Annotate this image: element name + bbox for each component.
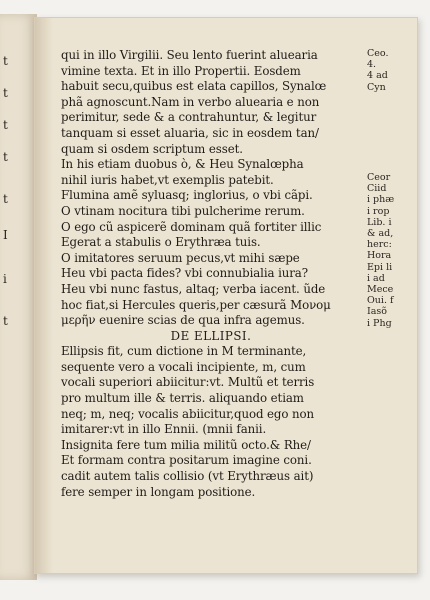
text-line: tanquam si esset aluaria, sic in eosdem tan/ [61,125,319,140]
left-page-mark: I [3,228,8,242]
book-page [34,17,418,574]
margin-note-line: Cyn [367,81,386,93]
margin-note-line: Mece [367,284,394,296]
margin-note-line: Hora [367,250,392,262]
text-line: fere semper in longam positione. [61,484,256,499]
text-line: Flumina amẽ syluasq; inglorius, o vbi cãpi. [61,188,313,203]
text-line: Heu vbi nunc fastus, altaq; verba iacent. ũde [61,281,326,296]
margin-note-line: i ad [367,272,385,284]
text-line: O imitatores seruum pecus,vt mihi sæpe [61,250,300,265]
text-line: imitarer:vt in illo Ennii. (mnii fanii. [61,422,267,437]
left-page-mark: t [3,314,8,328]
text-line: In his etiam duobus ò, & Heu Synalœpha [61,157,304,172]
text-line: vimine texta. Et in illo Propertii. Eosdem [61,63,301,78]
text-line: phã agnoscunt.Nam in verbo aluearia e non [61,94,320,109]
text-line: O vtinam nocitura tibi pulcherime rerum. [61,203,305,218]
text-line: Heu vbi pacta fides? vbi connubialia iura? [61,266,308,281]
margin-note-line: 4. [367,59,377,71]
left-page-mark: t [3,150,8,164]
text-line: nihil iuris habet,vt exemplis patebit. [61,172,274,187]
text-line: perimitur, sede & a contrahuntur, & legitur [61,110,317,125]
margin-note-line: Oui. f [367,295,394,307]
left-page-mark: i [3,272,7,286]
left-page-mark: t [3,192,8,206]
margin-note-line: herc: [367,239,392,251]
text-line: Insignita fere tum milia militũ octo.& Rhe/ [61,437,311,452]
left-page-mark: t [3,118,8,132]
margin-note-line: i Phg [367,317,392,329]
page-body-text [61,48,361,500]
marginal-notes [367,48,413,329]
text-line: Et formam contra positarum imagine coni. [61,453,312,468]
margin-note [367,172,413,329]
text-line: pro multum ille & terris. aliquando etiam [61,391,304,406]
text-line: neq; m, neq; vocalis abiicitur,quod ego non [61,406,315,421]
margin-note-line: Lib. i [367,216,392,228]
text-line: quam si osdem scriptum esset. [61,141,243,156]
margin-note-line: i phæ [367,194,395,206]
text-line: habuit secu,quibus est elata capillos, Synalœ [61,79,327,94]
text-line: hoc fiat,si Hercules queris,per cæsurã Μονομ [61,297,331,312]
margin-note-line: & ad, [367,228,394,240]
margin-note-line: Iasõ [367,306,388,318]
previous-page-edge [0,14,37,580]
margin-note-line: Ceo. [367,48,389,59]
text-line: sequente vero a vocali incipiente, m, cum [61,359,306,374]
margin-note [367,48,413,93]
margin-note-line: Ceor [367,172,391,183]
text-line: Ellipsis fit, cum dictione in M terminante, [61,344,307,359]
left-page-mark: t [3,54,8,68]
section-heading: DE ELLIPSI. [170,328,252,343]
text-line: vocali superiori abiicitur:vt. Multũ et terris [61,375,315,390]
left-page-mark: t [3,86,8,100]
text-line: cadit autem talis collisio (vt Erythræus ait) [61,469,314,484]
text-line: qui in illo Virgilii. Seu lento fuerint aluearia [61,48,318,62]
margin-note-line: Ciid [367,183,387,195]
text-line: Egerat a stabulis o Erythræa tuis. [61,235,261,250]
margin-note-line: i rop [367,205,390,217]
text-line: μερῆν euenire scias de qua infra agemus. [61,313,305,328]
margin-note-line: Epi li [367,261,393,273]
text-line: O ego cũ aspicerẽ dominam quã fortiter illic [61,219,322,234]
margin-note-line: 4 ad [367,70,388,82]
